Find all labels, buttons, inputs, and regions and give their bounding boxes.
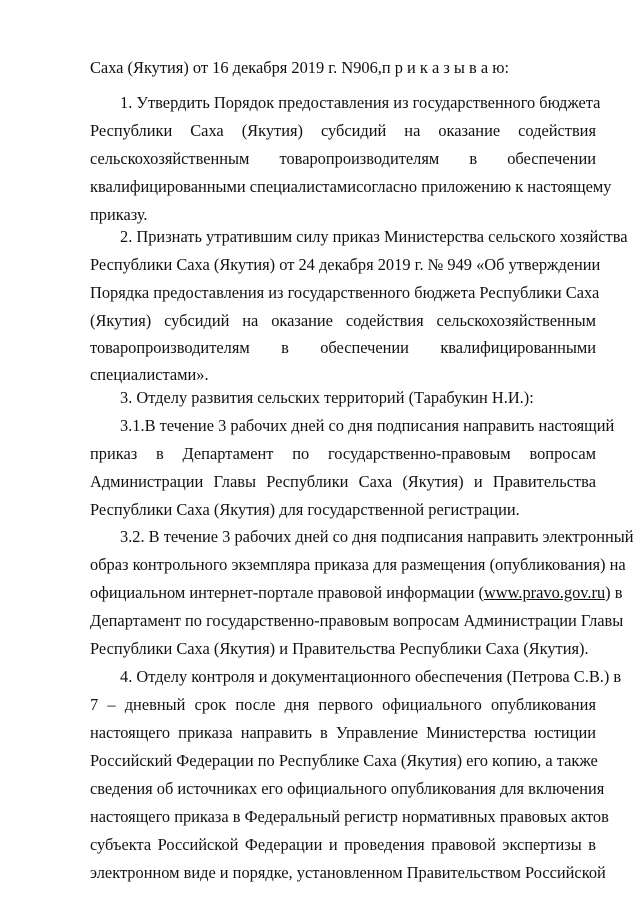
text-segment: официальном интернет-портале правовой информации (: [90, 583, 484, 602]
paragraph-line: 3.2. В течение 3 рабочих дней со дня подписания направить электронный: [120, 527, 634, 546]
paragraph-line: специалистами».: [90, 365, 209, 384]
paragraph-line: 2. Признать утратившим силу приказ Министерства сельского хозяйства: [120, 227, 628, 246]
paragraph-line: 3. Отделу развития сельских территорий (Тарабукин Н.И.):: [120, 388, 534, 407]
paragraph-line: приказ в Департамент по государственно-правовым вопросам: [90, 444, 596, 463]
paragraph-line: Саха (Якутия) от 16 декабря 2019 г. N906,п р и к а з ы в а ю:: [90, 58, 510, 77]
paragraph-line: сельскохозяйственным товаропроизводителям в обеспечении: [90, 149, 596, 168]
pravo-gov-link[interactable]: www.pravo.gov.ru: [483, 583, 606, 602]
paragraph-line: Республики Саха (Якутия) от 24 декабря 2019 г. № 949 «Об утверждении: [90, 255, 601, 274]
paragraph-line: Администрации Главы Республики Саха (Якутия) и Правительства: [90, 472, 596, 491]
paragraph-line: Республики Саха (Якутия) и Правительства Республики Саха (Якутия).: [90, 639, 589, 658]
paragraph-line: 4. Отделу контроля и документационного обеспечения (Петрова С.В.) в: [120, 667, 622, 686]
paragraph-line: настоящего приказа направить в Управление Министерства юстиции: [90, 723, 596, 742]
paragraph-line: 1. Утвердить Порядок предоставления из государственного бюджета: [120, 93, 601, 112]
paragraph-line: электронном виде и порядке, установленном Правительством Российской: [90, 863, 606, 882]
paragraph-line: (Якутия) субсидий на оказание содействия сельскохозяйственным: [90, 311, 596, 330]
paragraph-line: образ контрольного экземпляра приказа для размещения (опубликования) на: [90, 555, 626, 574]
paragraph-line: товаропроизводителям в обеспечении квалифицированными: [90, 338, 596, 357]
paragraph-line: приказу.: [90, 205, 148, 224]
paragraph-line: Республики Саха (Якутия) для государственной регистрации.: [90, 500, 520, 519]
paragraph-line: [90, 579, 623, 607]
paragraph-line: настоящего приказа в Федеральный регистр нормативных правовых актов: [90, 807, 609, 826]
paragraph-line: Российский Федерации по Республике Саха (Якутия) его копию, а также: [90, 751, 598, 770]
text-segment: ) в: [605, 583, 623, 602]
paragraph-line: Порядка предоставления из государственного бюджета Республики Саха: [90, 283, 600, 302]
paragraph-line: 3.1.В течение 3 рабочих дней со дня подписания направить настоящий: [120, 416, 615, 435]
paragraph-line: Департамент по государственно-правовым вопросам Администрации Главы: [90, 611, 624, 630]
paragraph-line: сведения об источниках его официального опубликования для включения: [90, 779, 605, 798]
paragraph-line: 7 – дневный срок после дня первого официального опубликования: [90, 695, 596, 714]
paragraph-line: квалифицированными специалистамисогласно приложению к настоящему: [90, 177, 612, 196]
paragraph-line: субъекта Российской Федерации и проведения правовой экспертизы в: [90, 835, 596, 854]
paragraph-line: Республики Саха (Якутия) субсидий на оказание содействия: [90, 121, 596, 140]
